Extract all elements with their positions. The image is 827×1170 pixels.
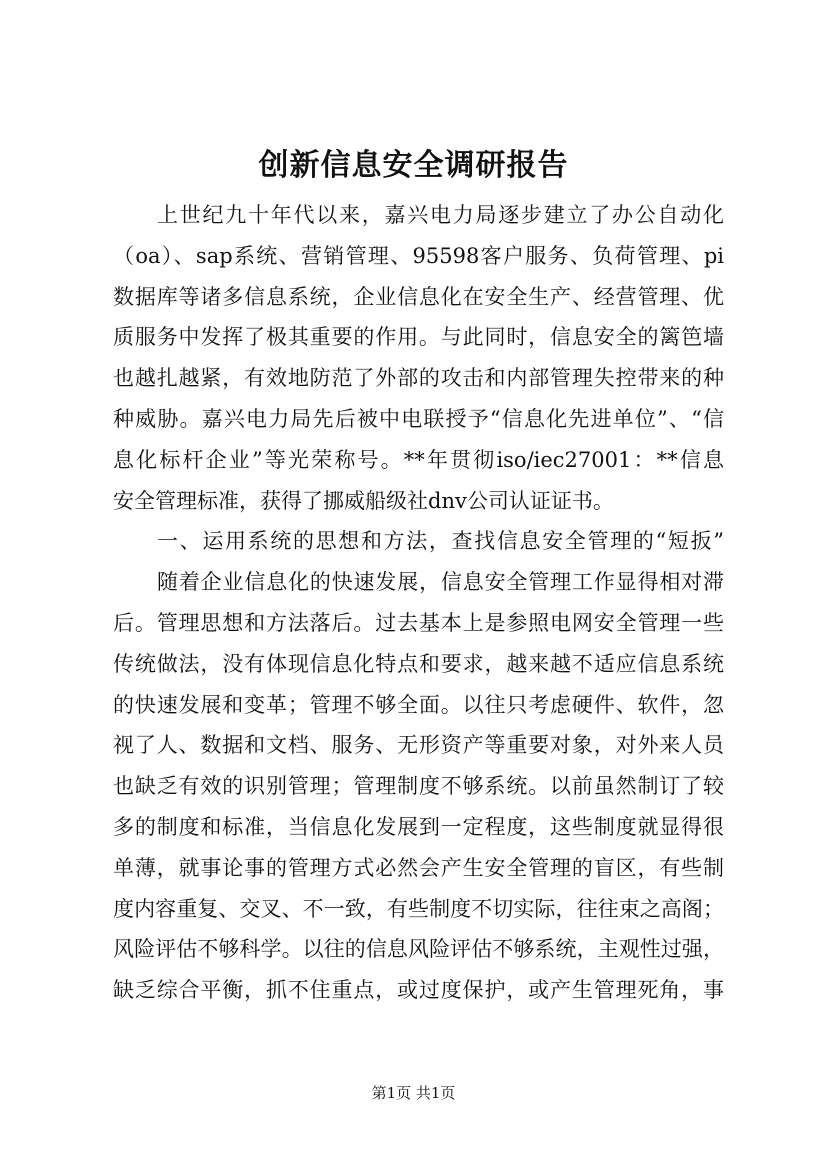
- body-text-line: 视了人、数据和文档、服务、无形资产等重要对象，对外来人员: [113, 733, 724, 757]
- body-text-line: 息化标杆企业”等光荣称号。**年贯彻iso/iec27001：**信息: [113, 448, 724, 472]
- body-text-line: 后。管理思想和方法落后。过去基本上是参照电网安全管理一些: [113, 611, 724, 635]
- body-text-line: 随着企业信息化的快速发展，信息安全管理工作显得相对滞: [157, 570, 724, 594]
- body-text-line: 数据库等诸多信息系统，企业信息化在安全生产、经营管理、优: [113, 285, 724, 309]
- body-text-line: 缺乏综合平衡，抓不住重点，或过度保护，或产生管理死角，事: [113, 978, 724, 1002]
- body-text-line: 安全管理标准，获得了挪威船级社dnv公司认证证书。: [113, 489, 614, 513]
- body-text-line: 上世纪九十年代以来，嘉兴电力局逐步建立了办公自动化: [157, 203, 724, 227]
- body-text-line: 风险评估不够科学。以往的信息风险评估不够系统，主观性过强，: [113, 937, 724, 961]
- body-text-line: 度内容重复、交叉、不一致，有些制度不切实际，往往束之高阁；: [113, 897, 724, 921]
- page-footer: 第1页 共1页: [371, 1084, 456, 1102]
- body-text-line: 一、运用系统的思想和方法，查找信息安全管理的“短扳”: [157, 529, 724, 553]
- body-text-line: 也缺乏有效的识别管理；管理制度不够系统。以前虽然制订了较: [113, 774, 724, 798]
- body-text-line: 传统做法，没有体现信息化特点和要求，越来越不适应信息系统: [113, 652, 724, 676]
- document-title: 创新信息安全调研报告: [258, 148, 569, 183]
- body-text-line: 也越扎越紧，有效地防范了外部的攻击和内部管理失控带来的种: [113, 366, 724, 390]
- body-text-line: （oa）、sap系统、营销管理、95598客户服务、负荷管理、pi: [113, 244, 724, 268]
- body-text-line: 质服务中发挥了极其重要的作用。与此同时，信息安全的篱笆墙: [113, 325, 724, 349]
- body-text-line: 种威胁。嘉兴电力局先后被中电联授予“信息化先进单位”、“信: [113, 407, 724, 431]
- body-text-line: 的快速发展和变革；管理不够全面。以往只考虑硬件、软件，忽: [113, 693, 724, 717]
- body-text-line: 多的制度和标准，当信息化发展到一定程度，这些制度就显得很: [113, 815, 724, 839]
- body-text-line: 单薄，就事论事的管理方式必然会产生安全管理的盲区，有些制: [113, 856, 724, 880]
